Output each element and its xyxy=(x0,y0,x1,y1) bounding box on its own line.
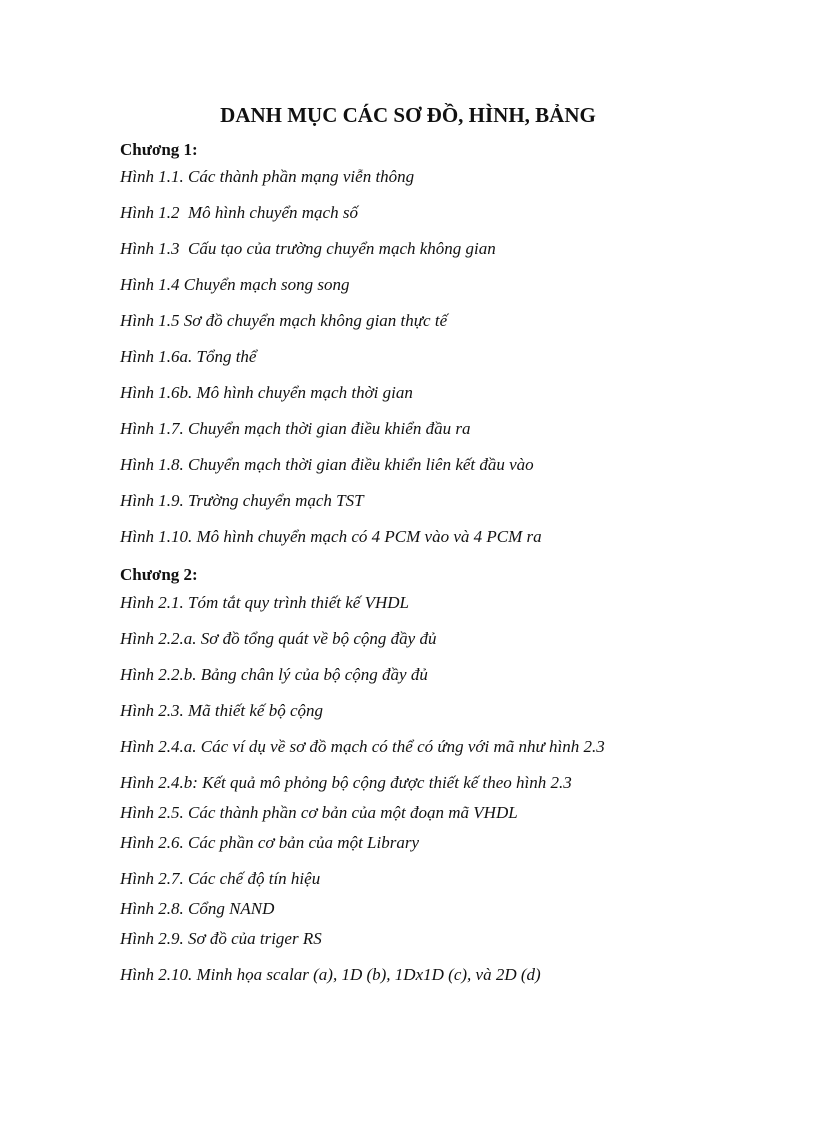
figure-list-item: Hình 1.1. Các thành phần mạng viễn thông xyxy=(120,167,415,186)
chapter-2-heading: Chương 2: xyxy=(120,565,198,584)
figure-list-item: Hình 2.2.b. Bảng chân lý của bộ cộng đầy đủ xyxy=(120,665,428,684)
figure-list-item: Hình 2.6. Các phần cơ bản của một Library xyxy=(120,833,420,852)
figure-list-item: Hình 1.5 Sơ đồ chuyển mạch không gian thực tế xyxy=(120,311,448,330)
figure-list-item: Hình 2.4.b: Kết quả mô phỏng bộ cộng được thiết kế theo hình 2.3 xyxy=(120,773,572,792)
figure-list-item: Hình 2.8. Cổng NAND xyxy=(120,899,275,918)
figure-list-item: Hình 1.10. Mô hình chuyển mạch có 4 PCM vào và 4 PCM ra xyxy=(120,527,542,546)
page-title: DANH MỤC CÁC SƠ ĐỒ, HÌNH, BẢNG xyxy=(220,103,596,127)
figure-list-item: Hình 2.1. Tóm tắt quy trình thiết kế VHDL xyxy=(120,593,409,612)
figure-list-item: Hình 2.2.a. Sơ đồ tổng quát về bộ cộng đầy đủ xyxy=(120,629,437,648)
figure-list-item: Hình 2.9. Sơ đồ của triger RS xyxy=(120,929,322,948)
figure-list-item: Hình 1.7. Chuyển mạch thời gian điều khiển đầu ra xyxy=(120,419,471,438)
figure-list-item: Hình 1.3 Cấu tạo của trường chuyển mạch không gian xyxy=(120,239,496,258)
figure-list-item: Hình 1.8. Chuyển mạch thời gian điều khiển liên kết đầu vào xyxy=(120,455,534,474)
chapter-1-heading: Chương 1: xyxy=(120,140,198,159)
figure-list-item: Hình 1.6a. Tổng thể xyxy=(120,347,257,366)
figure-list-item: Hình 2.3. Mã thiết kế bộ cộng xyxy=(120,701,324,720)
figure-list-item: Hình 2.4.a. Các ví dụ về sơ đồ mạch có thể có ứng với mã như hình 2.3 xyxy=(120,737,605,756)
figure-list-item: Hình 1.6b. Mô hình chuyển mạch thời gian xyxy=(120,383,413,402)
figure-list-item: Hình 2.5. Các thành phần cơ bản của một đoạn mã VHDL xyxy=(120,803,518,822)
figure-list-item: Hình 1.2 Mô hình chuyển mạch số xyxy=(120,203,358,222)
figure-list-item: Hình 2.10. Minh họa scalar (a), 1D (b), 1Dx1D (c), và 2D (d) xyxy=(120,965,541,984)
figure-list-item: Hình 2.7. Các chế độ tín hiệu xyxy=(120,869,321,888)
figure-list-item: Hình 1.9. Trường chuyển mạch TST xyxy=(120,491,364,510)
figure-list-item: Hình 1.4 Chuyển mạch song song xyxy=(120,275,350,294)
